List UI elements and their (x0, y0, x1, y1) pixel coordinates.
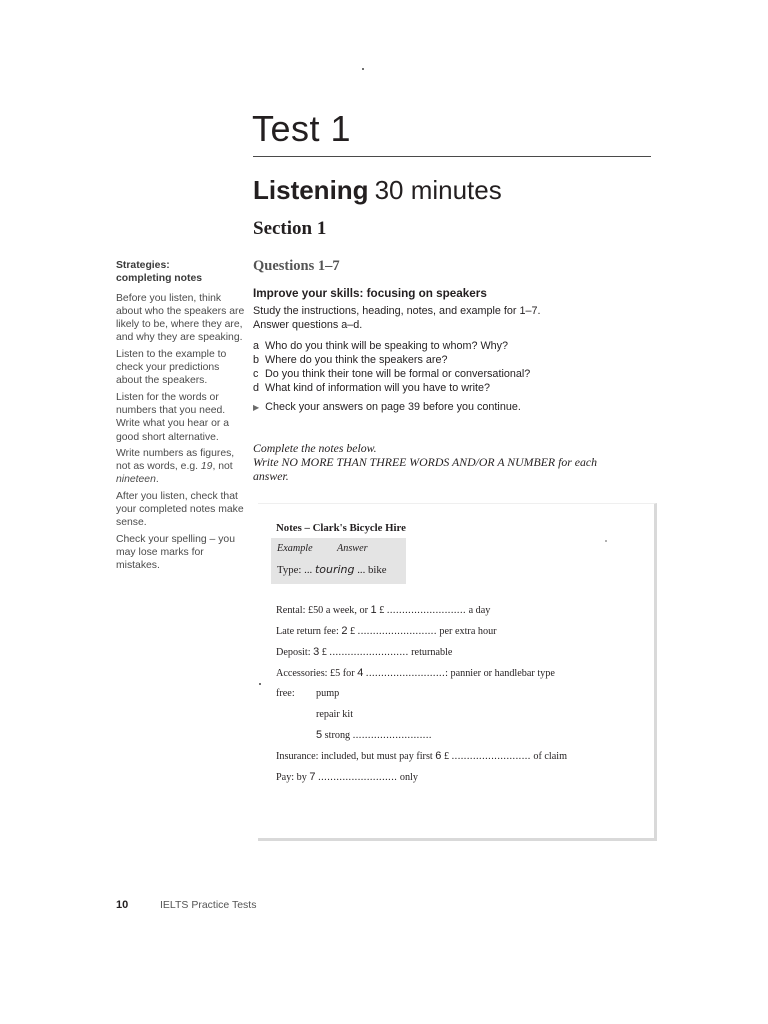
check-answers-text: Check your answers on page 39 before you continue. (265, 401, 521, 413)
question-number: 2 (341, 625, 348, 637)
strategy-tip: Check your spelling – you may lose marks for mistakes. (116, 533, 235, 572)
skills-instruction: Study the instructions, heading, notes, and example for 1–7. (253, 305, 541, 317)
free-item: pump (316, 688, 340, 699)
late-fee-row (276, 625, 497, 637)
insurance-label: Insurance: (276, 751, 319, 762)
strategies-title (116, 259, 246, 286)
free-label: free: (276, 688, 295, 699)
strategy-tip: Listen for the words or numbers that you need. Write what you hear or a good short alternative. (116, 391, 230, 443)
pay-suffix: only (399, 772, 418, 783)
answer-label: Answer (337, 543, 368, 554)
accessories-label: Accessories: (276, 668, 328, 679)
list-item (253, 367, 530, 381)
listening-duration: 30 minutes (374, 175, 502, 205)
rental-label: Rental: (276, 605, 306, 616)
page-title: Test 1 (252, 108, 352, 149)
tip4-word: nineteen (116, 474, 156, 486)
scan-speck (259, 683, 261, 685)
questions-heading: Questions 1–7 (253, 258, 340, 274)
notes-title: Notes – Clark's Bicycle Hire (276, 522, 406, 534)
tip4-suffix: . (155, 474, 159, 486)
pay-row (276, 771, 418, 783)
skills-heading: Improve your skills: focusing on speakers (253, 287, 487, 300)
answer-blank[interactable]: .......................... (365, 668, 446, 679)
list-item (253, 381, 530, 395)
item-text: Do you think their tone will be formal or conversational? (265, 368, 531, 380)
strategy-tip: After you listen, check that your completed notes make sense. (116, 490, 244, 529)
instruction-line: Write NO MORE THAN THREE WORDS AND/OR A NUMBER for each answer. (253, 455, 598, 483)
strategy-tip: Before you listen, think about who the speakers are likely to be, where they are, and why they are speaking. (116, 292, 245, 344)
insurance-text: included, but must pay first (320, 751, 433, 762)
type-suffix: bike (368, 564, 387, 576)
item-text: Who do you think will be speaking to whom? Why? (265, 340, 509, 352)
question-number: 3 (313, 646, 320, 658)
answer-blank[interactable]: .......................... (386, 605, 467, 616)
strategies-sidebar (116, 259, 246, 576)
page-number: 10 (116, 899, 129, 911)
question-number: 7 (309, 771, 316, 783)
pay-text: by (296, 772, 307, 783)
example-line: Type: ... touring ... bike (277, 563, 387, 576)
rental-text: £50 a week, or (307, 605, 368, 616)
strategies-title-line1: Strategies: (116, 260, 170, 271)
answer-blank[interactable]: .......................... (318, 772, 398, 783)
play-arrow-icon: ▶ (253, 402, 260, 412)
scan-speck (362, 68, 364, 70)
list-item (253, 353, 530, 367)
rental-suffix: a day (468, 605, 491, 616)
notes-instructions (253, 441, 633, 483)
question-number: 5 (316, 729, 323, 741)
deposit-label: Deposit: (276, 647, 311, 658)
pound-sign: £ (350, 626, 356, 637)
late-suffix: per extra hour (439, 626, 497, 637)
scan-speck (605, 540, 607, 542)
question-number: 1 (370, 604, 377, 616)
deposit-suffix: returnable (411, 647, 453, 658)
answer-blank[interactable]: .......................... (357, 626, 437, 637)
tip4-prefix: Write numbers as figures, not as words, e.g. (116, 447, 235, 473)
listening-heading (253, 175, 502, 206)
insurance-suffix: of claim (533, 751, 568, 762)
type-label: Type: (277, 564, 302, 576)
book-title: IELTS Practice Tests (160, 899, 257, 911)
question-number: 4 (357, 667, 364, 679)
accessories-text: £5 for (330, 668, 355, 679)
accessories-row (276, 667, 555, 679)
item-letter: b (253, 354, 260, 366)
pound-sign: £ (443, 751, 450, 762)
item-letter: a (253, 340, 260, 352)
tip4-figure: 19 (200, 461, 213, 473)
tip4-mid: , not (212, 461, 233, 473)
free-item-row (316, 729, 432, 741)
list-item (253, 339, 530, 353)
pound-sign: £ (321, 647, 327, 658)
accessories-suffix: : pannier or handlebar type (445, 668, 555, 679)
question-number: 6 (435, 750, 442, 762)
section-heading: Section 1 (253, 218, 327, 239)
example-answer: touring (314, 563, 355, 576)
item-letter: d (253, 382, 260, 394)
skills-question-list (253, 339, 530, 395)
item-text: Where do you think the speakers are? (265, 354, 448, 366)
check-answers-note (253, 401, 521, 413)
answer-blank[interactable]: .......................... (451, 751, 531, 762)
pound-sign: £ (379, 605, 385, 616)
item-text: What kind of information will you have to write? (265, 382, 491, 394)
rental-row (276, 604, 490, 616)
skills-instruction: Answer questions a–d. (253, 318, 363, 331)
listening-label: Listening (253, 175, 369, 205)
example-label: Example (277, 543, 313, 554)
free-item: strong (324, 730, 351, 741)
skills-instructions (253, 305, 563, 332)
strategies-title-line2: completing notes (116, 273, 203, 285)
item-letter: c (253, 368, 259, 380)
strategy-tip: Listen to the example to check your predictions about the speakers. (116, 348, 227, 387)
answer-blank[interactable]: .......................... (352, 730, 432, 741)
deposit-row (276, 646, 452, 658)
free-item: repair kit (316, 709, 354, 720)
insurance-row (276, 750, 567, 762)
answer-blank[interactable]: .......................... (329, 647, 409, 658)
strategy-tip (116, 447, 246, 487)
free-row (276, 688, 295, 699)
pay-label: Pay: (276, 772, 295, 783)
title-divider (253, 156, 651, 157)
instruction-line: Complete the notes below. (253, 441, 377, 455)
late-label: Late return fee: (276, 626, 339, 637)
